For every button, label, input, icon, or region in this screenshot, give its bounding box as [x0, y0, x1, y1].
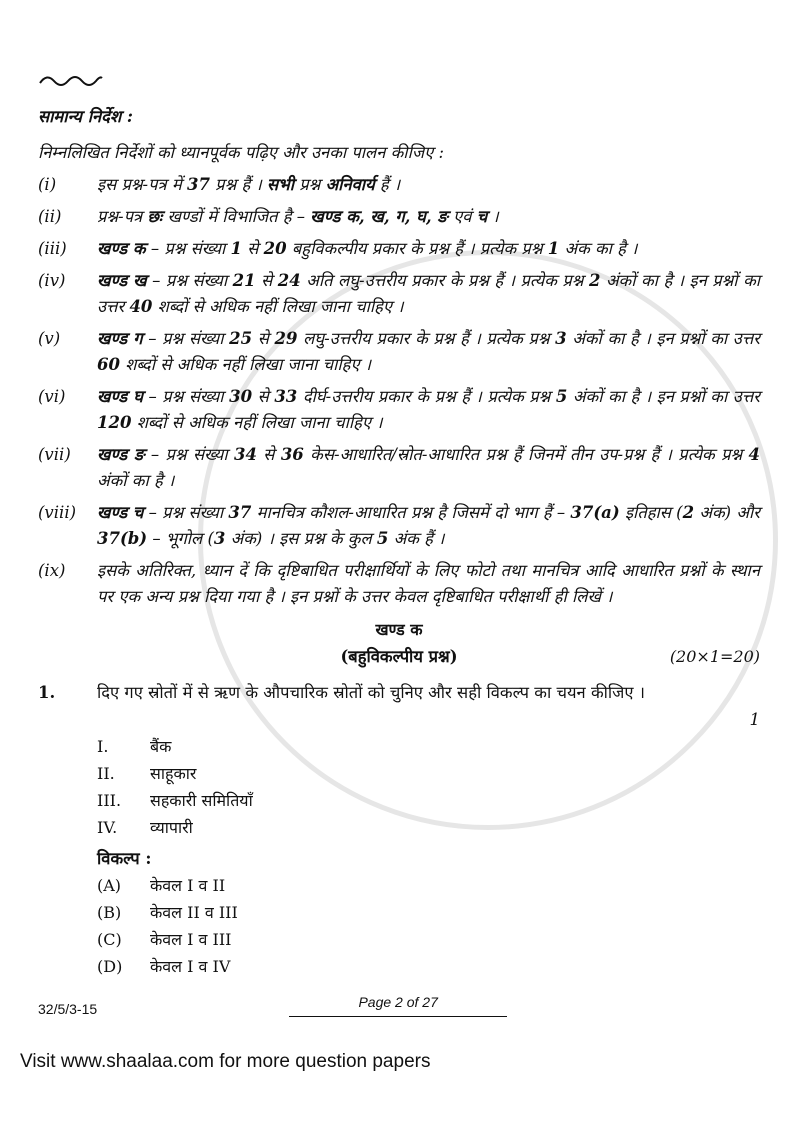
text-segment: अंकों का है । [97, 471, 175, 490]
shaalaa-banner-link[interactable]: Visit www.shaalaa.com for more question papers [20, 1051, 431, 1072]
question-text: दिए गए स्रोतों में से ऋण के औपचारिक स्रोतों को चुनिए और सही विकल्प का चयन कीजिए । [97, 683, 646, 702]
text-segment: से [242, 239, 264, 258]
question-options [97, 872, 760, 980]
wavy-line-decoration [38, 72, 104, 88]
text-segment: प्रश्न-पत्र [97, 207, 148, 226]
source-item-label: IV. [97, 818, 118, 837]
emphasis-text: 3 [213, 529, 226, 548]
text-segment: से [252, 329, 275, 348]
emphasis-text: खण्ड च [97, 503, 144, 522]
emphasis-text: 37(b) [97, 529, 148, 548]
instruction-text [97, 204, 760, 230]
answer-option-text: केवल I व IV [150, 957, 231, 976]
page-footer [38, 994, 760, 1017]
instruction-item [38, 326, 760, 378]
emphasis-text: खण्ड ख [97, 271, 147, 290]
emphasis-text: च [476, 207, 488, 226]
instruction-item [38, 500, 760, 552]
text-segment: । [487, 207, 499, 226]
text-segment: अंकों का है । इन प्रश्नों का उत्तर [97, 271, 761, 316]
question-marks: 1 [749, 710, 760, 729]
instruction-text [97, 442, 760, 494]
instruction-text [97, 236, 760, 262]
text-segment: शब्दों से अधिक नहीं लिखा जाना चाहिए । [152, 297, 404, 316]
text-segment: अंकों का है । इन प्रश्नों का उत्तर [566, 329, 760, 348]
source-item [97, 760, 760, 787]
instruction-text [97, 500, 760, 552]
text-segment: एवं [447, 207, 477, 226]
emphasis-text: खण्ड ङ [97, 445, 145, 464]
answer-option-text: केवल I व II [150, 876, 226, 895]
text-segment: हैं । [374, 175, 401, 194]
emphasis-text: 24 [277, 271, 301, 290]
text-segment: अति लघु-उत्तरीय प्रकार के प्रश्न हैं । प्रत्येक प्रश्न [300, 271, 589, 290]
emphasis-text: खण्ड क [97, 239, 146, 258]
emphasis-text: खण्ड क, ख, ग, घ, ङ [310, 207, 448, 226]
emphasis-text: छः [147, 207, 163, 226]
instruction-text [97, 326, 760, 378]
text-segment: खण्डों में विभाजित है – [162, 207, 311, 226]
text-segment: अंक) । इस प्रश्न के कुल [225, 529, 377, 548]
instruction-item [38, 268, 760, 320]
instruction-number: (v) [38, 329, 61, 348]
text-segment: शब्दों से अधिक नहीं लिखा जाना चाहिए । [119, 355, 372, 374]
text-segment: अंक का है । [559, 239, 638, 258]
text-segment: से [255, 271, 278, 290]
emphasis-text: 2 [682, 503, 695, 522]
answer-option-label: (A) [97, 876, 122, 895]
text-segment: – प्रश्न संख्या [143, 503, 229, 522]
emphasis-text: 37(a) [570, 503, 620, 522]
text-segment: इतिहास ( [619, 503, 683, 522]
emphasis-text: 30 [229, 387, 253, 406]
emphasis-text: 40 [129, 297, 153, 316]
emphasis-text: 2 [588, 271, 601, 290]
text-segment: – प्रश्न संख्या [145, 239, 231, 258]
emphasis-text: 5 [376, 529, 389, 548]
text-segment: मानचित्र कौशल-आधारित प्रश्न है जिसमें दो भाग हैं – [251, 503, 571, 522]
source-item-text: साहूकार [150, 764, 197, 783]
emphasis-text: 20 [263, 239, 287, 258]
text-segment: प्रश्न हैं । [209, 175, 267, 194]
source-item [97, 814, 760, 841]
source-item [97, 733, 760, 760]
instruction-text [97, 268, 760, 320]
instruction-number: (ix) [38, 561, 66, 580]
question-items [97, 733, 760, 841]
emphasis-text: 34 [233, 445, 257, 464]
section-subtitle: (बहुविकल्पीय प्रश्न) [340, 647, 458, 666]
section-subtitle-row [38, 644, 760, 667]
section-title: खण्ड क [375, 620, 423, 639]
source-item [97, 787, 760, 814]
emphasis-text: खण्ड घ [97, 387, 143, 406]
text-segment: – प्रश्न संख्या [142, 329, 230, 348]
text-segment: इसके अतिरिक्त, ध्यान दें कि दृष्टिबाधित परीक्षार्थियों के लिए फोटो तथा मानचित्र आदि आधारित प्रश्नों के स्थान पर एक अन्य प्रश्न दिया गया है । इन प्रश्नों के उत्तर केवल दृष्टिबाधित परीक्षार्थी ही लिखें । [97, 561, 760, 606]
text-segment: दीर्घ-उत्तरीय प्रकार के प्रश्न हैं । प्रत्येक प्रश्न [297, 387, 556, 406]
instruction-number: (i) [38, 175, 57, 194]
text-segment: अंक हैं । [388, 529, 445, 548]
instruction-item [38, 384, 760, 436]
instructions-list [38, 172, 760, 610]
instruction-number: (ii) [38, 207, 62, 226]
instruction-text [97, 172, 760, 198]
text-segment: बहुविकल्पीय प्रकार के प्रश्न हैं । प्रत्येक प्रश्न [286, 239, 548, 258]
emphasis-text: सभी [267, 175, 295, 194]
emphasis-text: 120 [97, 413, 132, 432]
options-label: विकल्प : [97, 849, 152, 868]
text-segment: – भूगोल ( [147, 529, 214, 548]
instruction-number: (vi) [38, 387, 66, 406]
answer-option [97, 926, 760, 953]
emphasis-text: 25 [229, 329, 253, 348]
emphasis-text: 36 [280, 445, 304, 464]
answer-option-label: (D) [97, 957, 123, 976]
emphasis-text: 1 [547, 239, 560, 258]
instructions-intro: निम्नलिखित निर्देशों को ध्यानपूर्वक पढ़िए और उनका पालन कीजिए : [38, 143, 445, 162]
text-segment: – प्रश्न संख्या [144, 445, 234, 464]
instruction-item [38, 204, 760, 230]
emphasis-text: 37 [228, 503, 252, 522]
emphasis-text: 5 [555, 387, 568, 406]
text-segment: अंकों का है । इन प्रश्नों का उत्तर [567, 387, 760, 406]
instruction-number: (iv) [38, 271, 66, 290]
emphasis-text: खण्ड ग [97, 329, 143, 348]
emphasis-text: 37 [186, 175, 210, 194]
instruction-item [38, 442, 760, 494]
source-item-text: व्यापारी [150, 818, 193, 837]
instructions-heading: सामान्य निर्देश : [38, 107, 133, 126]
answer-option-label: (C) [97, 930, 122, 949]
source-item-label: II. [97, 764, 115, 783]
text-segment: शब्दों से अधिक नहीं लिखा जाना चाहिए । [131, 413, 383, 432]
answer-option-label: (B) [97, 903, 122, 922]
answer-option-text: केवल II व III [150, 903, 238, 922]
emphasis-text: 4 [748, 445, 760, 464]
emphasis-text: 1 [230, 239, 243, 258]
text-segment: – प्रश्न संख्या [146, 271, 233, 290]
emphasis-text: 33 [274, 387, 298, 406]
source-item-label: I. [97, 737, 109, 756]
text-segment: – प्रश्न संख्या [142, 387, 230, 406]
text-segment: प्रश्न [294, 175, 326, 194]
instruction-number: (vii) [38, 445, 71, 464]
instruction-item [38, 236, 760, 262]
emphasis-text: 60 [97, 355, 120, 374]
instruction-number: (viii) [38, 503, 77, 522]
paper-code: 32/5/3-15 [38, 1001, 98, 1017]
answer-option [97, 953, 760, 980]
source-item-text: सहकारी समितियाँ [150, 791, 253, 810]
instruction-text [97, 558, 760, 610]
emphasis-text: 29 [274, 329, 298, 348]
instruction-item [38, 172, 760, 198]
text-segment: से [252, 387, 275, 406]
instruction-text [97, 384, 760, 436]
instruction-item [38, 558, 760, 610]
text-segment: केस-आधारित/स्रोत-आधारित प्रश्न हैं जिनमें तीन उप-प्रश्न हैं । प्रत्येक प्रश्न [303, 445, 749, 464]
source-item-label: III. [97, 791, 122, 810]
answer-option [97, 872, 760, 899]
text-segment: अंक) और [694, 503, 760, 522]
emphasis-text: 21 [232, 271, 256, 290]
answer-option [97, 899, 760, 926]
emphasis-text: 3 [555, 329, 567, 348]
source-item-text: बैंक [150, 737, 172, 756]
text-segment: लघु-उत्तरीय प्रकार के प्रश्न हैं । प्रत्येक प्रश्न [297, 329, 556, 348]
section-marks: (20×1=20) [669, 647, 761, 666]
text-segment: से [256, 445, 281, 464]
question-number: 1. [38, 683, 56, 702]
page-number: Page 2 of 27 [289, 994, 507, 1017]
text-segment: इस प्रश्न-पत्र में [97, 175, 187, 194]
instruction-number: (iii) [38, 239, 67, 258]
emphasis-text: अनिवार्य [325, 175, 375, 194]
question-1 [38, 679, 760, 980]
answer-option-text: केवल I व III [150, 930, 232, 949]
